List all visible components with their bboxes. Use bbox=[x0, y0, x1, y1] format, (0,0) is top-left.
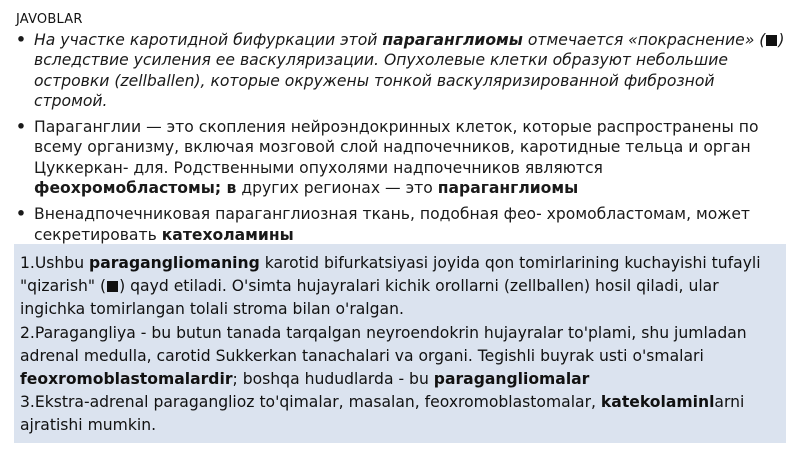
bullet-3-text-a: Вненадпочечниковая параганглиозная ткань, подобная фео- хромобластомам, может секретировать bbox=[34, 205, 751, 244]
panel-text bbox=[20, 252, 782, 438]
panel-line-6 bbox=[20, 368, 782, 391]
panel-line-6-bold-c: paragangliomalar bbox=[433, 370, 590, 389]
panel-line-7-c: arni bbox=[714, 393, 745, 412]
panel-line-4: 2.Paragangliya - bu butun tanada tarqalgan neyroendokrin hujayralar to'plami, shu jumladan bbox=[20, 323, 747, 342]
panel-line-1 bbox=[20, 252, 782, 275]
bullet-item-2 bbox=[14, 117, 786, 198]
bullet-icon: • bbox=[16, 205, 26, 224]
panel-line-3: ingichka tomirlangan tolali stroma bilan o'ralgan. bbox=[20, 300, 404, 319]
panel-line-5: adrenal medulla, carotid Sukkerkan tanachalari va organi. Tegishli buyrak usti o'smalari bbox=[20, 346, 704, 365]
bullet-icon: • bbox=[16, 31, 26, 49]
panel-line-1-bold: paragangliomaning bbox=[89, 254, 260, 272]
bullet-2-text-b: других регионах — это bbox=[236, 179, 438, 198]
bullet-item-3 bbox=[14, 204, 786, 245]
bullet-2-bold-a: феохромобластомы; в bbox=[34, 179, 237, 198]
uzbek-translation-panel bbox=[14, 244, 786, 443]
bullet-3-bold-a: катехоламины bbox=[161, 225, 294, 244]
panel-line-1-c: karotid bifurkatsiyasi joyida qon tomirlarining kuchayishi tufayli bbox=[259, 254, 761, 272]
panel-line-1-a: 1.Ushbu bbox=[20, 254, 90, 272]
panel-line-7 bbox=[20, 391, 782, 414]
panel-line-2-a: "qizarish" ( bbox=[20, 277, 107, 296]
bullet-1-bold-a: параганглиомы bbox=[382, 31, 523, 49]
black-square-icon bbox=[107, 281, 118, 292]
black-square-icon bbox=[766, 35, 777, 46]
panel-line-7-a: 3.Ekstra-adrenal paraganglioz to'qimalar, masalan, feoxromoblastomalar, bbox=[20, 393, 601, 412]
panel-line-8: ajratishi mumkin. bbox=[20, 416, 157, 435]
slide-title: JAVOBLAR bbox=[16, 12, 83, 27]
panel-line-2 bbox=[20, 275, 782, 298]
bullet-2-text-a: Параганглии — это скопления нейроэндокринных клеток, которые распространены по всему организму, включая мозговой слой надпочечников, каротидные тельца и орган Цуккеркан- для. Родственными опухолями надпочечников являются bbox=[34, 118, 759, 177]
bullet-2-bold-b: параганглиомы bbox=[437, 179, 579, 198]
panel-line-7-bold: katekolaminl bbox=[600, 393, 715, 412]
panel-line-6-b: ; boshqa hududlarda - bu bbox=[232, 370, 434, 389]
panel-line-2-c: ) qayd etiladi. O'simta hujayralari kichik orollarni (zellballen) hosil qiladi, ular bbox=[119, 277, 719, 296]
panel-line-6-bold-a: feoxromoblastomalardir bbox=[20, 370, 233, 389]
bullet-1-text-b: отмечается «покраснение» ( bbox=[522, 31, 766, 49]
bullet-1-text-c: ) вследствие усиления ее васкуляризации. Опухолевые клетки образуют небольшие островки (zellballen), которые окружены тонкой васкуляризированной фиброзной стромой. bbox=[34, 31, 785, 110]
russian-bullet-list bbox=[14, 30, 786, 251]
bullet-icon: • bbox=[16, 118, 26, 137]
bullet-1-text-a: На участке каротидной бифуркации этой bbox=[34, 31, 383, 49]
bullet-item-1 bbox=[14, 30, 786, 111]
